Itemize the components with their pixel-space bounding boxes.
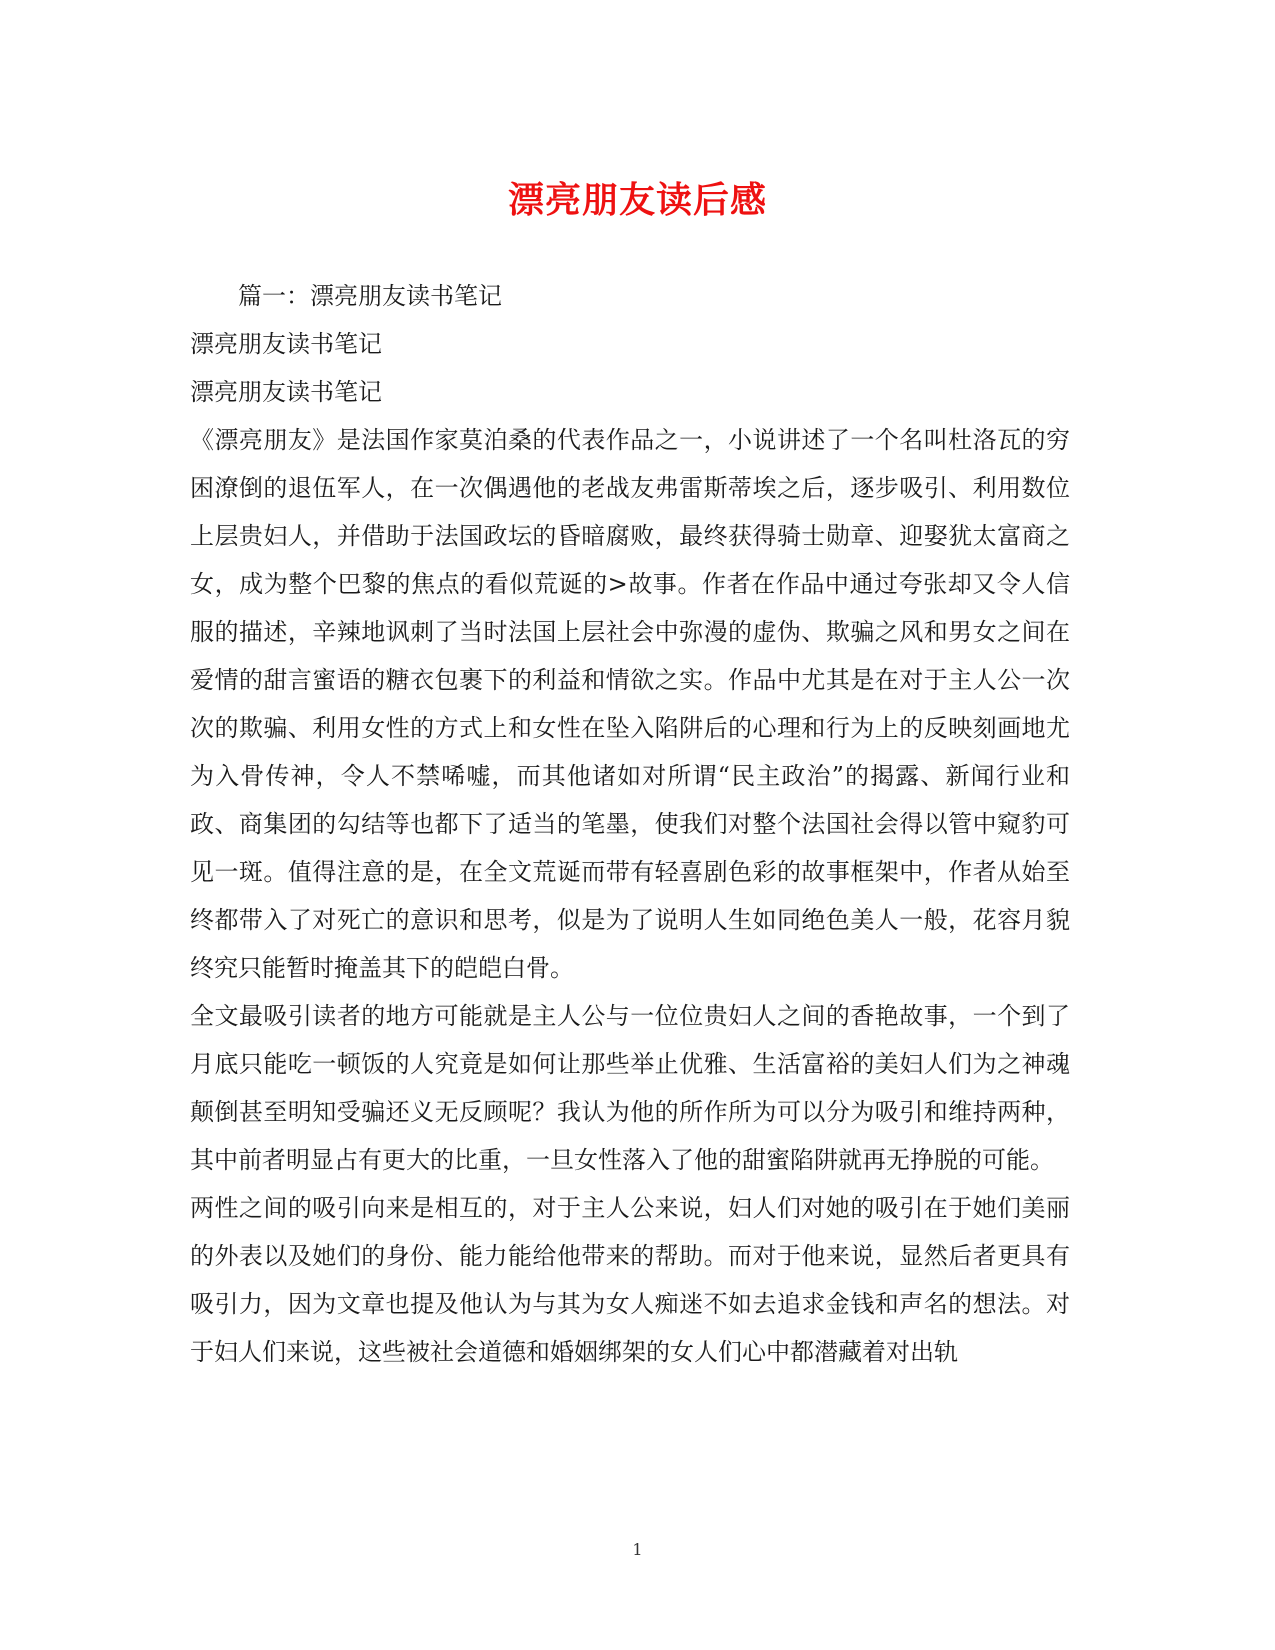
paragraph-3: 两性之间的吸引向来是相互的，对于主人公来说，妇人们对她的吸引在于她们美丽的外表以及她们的身份、能力能给他带来的帮助。而对于他来说，显然后者更具有吸引力，因为文章也提及他认为与其为女人痴迷不如去追求金钱和声名的想法。对于妇人们来说，这些被社会道德和婚姻绑架的女人们心中都潜藏着对出轨 <box>190 1194 1070 1366</box>
document-body <box>190 272 1070 1376</box>
paragraph-2: 全文最吸引读者的地方可能就是主人公与一位位贵妇人之间的香艳故事，一个到了月底只能吃一顿饭的人究竟是如何让那些举止优雅、生活富裕的美妇人们为之神魂颠倒甚至明知受骗还义无反顾呢？我认为他的所作所为可以分为吸引和维持两种，其中前者明显占有更大的比重，一旦女性落入了他的甜蜜陷阱就再无挣脱的可能。 <box>190 1002 1070 1174</box>
subheading-2: 漂亮朋友读书笔记 <box>190 378 382 406</box>
document-title: 漂亮朋友读后感 <box>507 179 767 221</box>
section-heading: 篇一：漂亮朋友读书笔记 <box>238 282 502 310</box>
subheading-1: 漂亮朋友读书笔记 <box>190 330 382 358</box>
page-number: 1 <box>632 1540 643 1559</box>
paragraph-1: 《漂亮朋友》是法国作家莫泊桑的代表作品之一，小说讲述了一个名叫杜洛瓦的穷困潦倒的退伍军人，在一次偶遇他的老战友弗雷斯蒂埃之后，逐步吸引、利用数位上层贵妇人，并借助于法国政坛的昏暗腐败，最终获得骑士勋章、迎娶犹太富商之女，成为整个巴黎的焦点的看似荒诞的>故事。作者在作品中通过夸张却又令人信服的描述，辛辣地讽刺了当时法国上层社会中弥漫的虚伪、欺骗之风和男女之间在爱情的甜言蜜语的糖衣包裹下的利益和情欲之实。作品中尤其是在对于主人公一次次的欺骗、利用女性的方式上和女性在坠入陷阱后的心理和行为上的反映刻画地尤为入骨传神，令人不禁唏嘘，而其他诸如对所谓“民主政治”的揭露、新闻行业和政、商集团的勾结等也都下了适当的笔墨，使我们对整个法国社会得以管中窥豹可见一斑。值得注意的是，在全文荒诞而带有轻喜剧色彩的故事框架中，作者从始至终都带入了对死亡的意识和思考，似是为了说明人生如同绝色美人一般，花容月貌终究只能暂时掩盖其下的皑皑白骨。 <box>190 426 1070 982</box>
